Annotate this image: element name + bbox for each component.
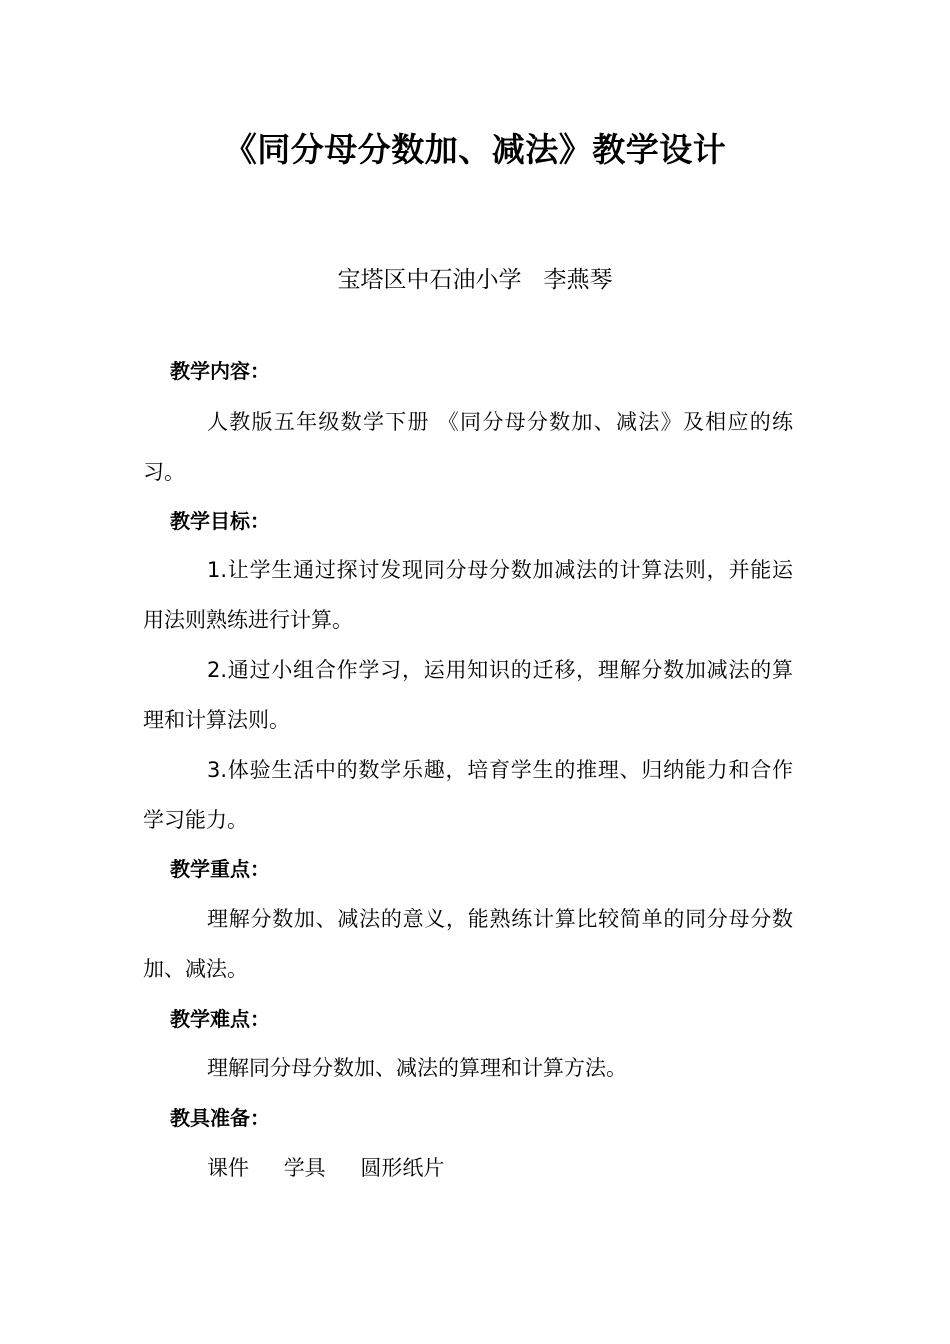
author-line: 宝塔区中石油小学 李燕琴 [337, 267, 613, 293]
content-paragraph: 人教版五年级数学下册 《同分母分数加、减法》及相应的练习。 [143, 410, 793, 484]
goal-item-3: 3.体验生活中的数学乐趣，培育学生的推理、归纳能力和合作学习能力。 [143, 758, 793, 832]
material-item: 课件 [207, 1156, 249, 1180]
section-heading-difficulties: 教学难点： [170, 1007, 270, 1031]
goal-item-2: 2.通过小组合作学习，运用知识的迁移，理解分数加减法的算理和计算法则。 [143, 658, 793, 732]
section-heading-materials: 教具准备： [170, 1106, 270, 1130]
section-heading-goals: 教学目标： [170, 509, 270, 533]
materials-list [207, 1153, 472, 1183]
key-points-paragraph: 理解分数加、减法的意义，能熟练计算比较简单的同分母分数加、减法。 [143, 907, 793, 981]
material-item: 学具 [283, 1156, 326, 1180]
material-item: 圆形纸片 [360, 1156, 445, 1180]
document-title: 《同分母分数加、减法》教学设计 [223, 130, 727, 169]
section-heading-content: 教学内容： [170, 359, 270, 383]
section-heading-key-points: 教学重点： [170, 857, 270, 881]
difficulties-line: 理解同分母分数加、减法的算理和计算方法。 [207, 1056, 627, 1080]
goal-item-1: 1.让学生通过探讨发现同分母分数加减法的计算法则，并能运用法则熟练进行计算。 [143, 558, 793, 632]
